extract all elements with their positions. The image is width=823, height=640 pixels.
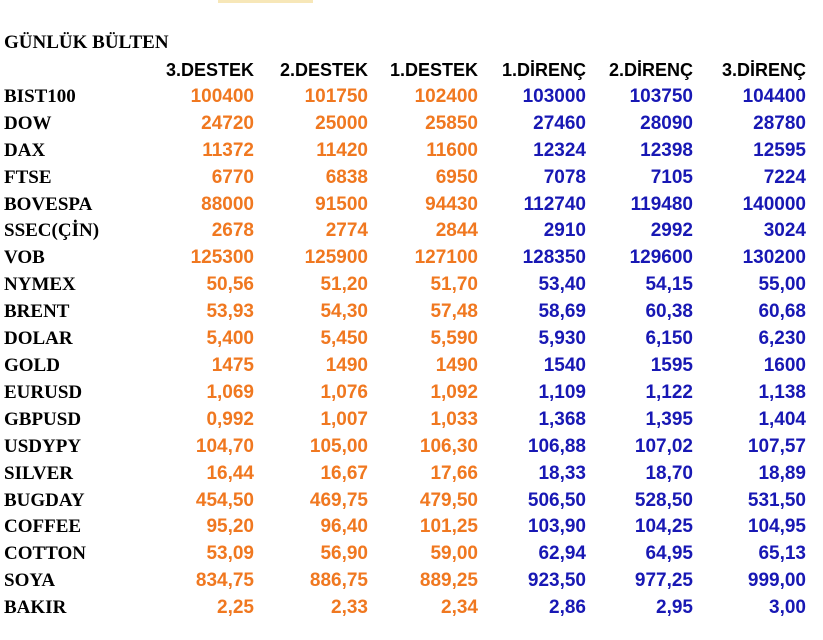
resistance-level: 107,57 bbox=[747, 435, 806, 457]
resistance-level: 103750 bbox=[629, 85, 693, 107]
support-level: 11600 bbox=[426, 139, 478, 161]
instrument-name: GBPUSD bbox=[4, 408, 82, 430]
resistance-level: 7224 bbox=[763, 166, 806, 188]
support-level: 101,25 bbox=[419, 516, 478, 538]
support-level: 1490 bbox=[325, 354, 368, 376]
table-row bbox=[0, 84, 810, 111]
instrument-name: BUGDAY bbox=[4, 489, 85, 511]
header-corner bbox=[0, 57, 146, 84]
support-level: 16,67 bbox=[320, 462, 368, 484]
support-level: 16,44 bbox=[206, 462, 254, 484]
support-level: 53,09 bbox=[206, 543, 254, 565]
instrument-name: EURUSD bbox=[4, 381, 83, 403]
table-row bbox=[0, 434, 810, 461]
instrument-name: BAKIR bbox=[4, 597, 67, 619]
resistance-level: 2,86 bbox=[549, 597, 586, 619]
resistance-level: 2,95 bbox=[656, 597, 693, 619]
table-row bbox=[0, 299, 810, 326]
support-level: 886,75 bbox=[309, 570, 368, 592]
resistance-level: 1,109 bbox=[538, 381, 586, 403]
support-level: 102400 bbox=[414, 85, 478, 107]
support-level: 5,400 bbox=[206, 328, 254, 350]
bulletin-title: GÜNLÜK BÜLTEN bbox=[4, 32, 169, 53]
resistance-level: 107,02 bbox=[634, 435, 693, 457]
instrument-name: VOB bbox=[4, 247, 45, 269]
instrument-name: GOLD bbox=[4, 354, 60, 376]
support-level: 17,66 bbox=[430, 462, 478, 484]
support-level: 51,20 bbox=[320, 274, 368, 296]
resistance-level: 12324 bbox=[533, 139, 586, 161]
top-decoration bbox=[218, 0, 313, 3]
header-support-2: 2.DESTEK bbox=[279, 60, 368, 80]
instrument-name: SSEC(ÇİN) bbox=[4, 220, 100, 242]
levels-table bbox=[0, 57, 810, 622]
resistance-level: 506,50 bbox=[527, 489, 586, 511]
resistance-level: 923,50 bbox=[527, 570, 586, 592]
resistance-level: 103000 bbox=[522, 85, 586, 107]
resistance-level: 1,404 bbox=[758, 408, 806, 430]
resistance-level: 12398 bbox=[640, 139, 693, 161]
table-row bbox=[0, 138, 810, 165]
support-level: 2,25 bbox=[217, 597, 254, 619]
support-level: 1,007 bbox=[320, 408, 368, 430]
resistance-level: 103,90 bbox=[527, 516, 586, 538]
support-level: 50,56 bbox=[206, 274, 254, 296]
resistance-level: 12595 bbox=[753, 139, 806, 161]
resistance-level: 18,33 bbox=[538, 462, 586, 484]
resistance-level: 1,395 bbox=[645, 408, 693, 430]
support-level: 56,90 bbox=[320, 543, 368, 565]
support-level: 11372 bbox=[202, 139, 254, 161]
support-level: 95,20 bbox=[206, 516, 254, 538]
support-level: 5,590 bbox=[430, 328, 478, 350]
resistance-level: 58,69 bbox=[538, 301, 586, 323]
resistance-level: 3024 bbox=[763, 220, 806, 242]
resistance-level: 104,25 bbox=[634, 516, 693, 538]
header-resistance-1: 1.DİRENÇ bbox=[501, 60, 586, 80]
table-row bbox=[0, 111, 810, 138]
resistance-level: 2910 bbox=[543, 220, 586, 242]
support-level: 57,48 bbox=[430, 301, 478, 323]
support-level: 91500 bbox=[315, 193, 368, 215]
instrument-name: BIST100 bbox=[4, 85, 76, 107]
support-level: 1,092 bbox=[430, 381, 478, 403]
support-level: 24720 bbox=[201, 112, 254, 134]
resistance-level: 18,89 bbox=[758, 462, 806, 484]
resistance-level: 130200 bbox=[742, 247, 806, 269]
table-row bbox=[0, 407, 810, 434]
support-level: 479,50 bbox=[419, 489, 478, 511]
resistance-level: 7105 bbox=[650, 166, 693, 188]
instrument-name: SOYA bbox=[4, 570, 56, 592]
table-row bbox=[0, 218, 810, 245]
header-support-3: 3.DESTEK bbox=[165, 60, 254, 80]
resistance-level: 65,13 bbox=[758, 543, 806, 565]
support-level: 125900 bbox=[304, 247, 368, 269]
support-level: 6950 bbox=[435, 166, 478, 188]
resistance-level: 119480 bbox=[630, 193, 693, 215]
resistance-level: 2992 bbox=[650, 220, 693, 242]
resistance-level: 6,150 bbox=[645, 328, 693, 350]
support-level: 6770 bbox=[211, 166, 254, 188]
table-row bbox=[0, 272, 810, 299]
resistance-level: 64,95 bbox=[645, 543, 693, 565]
support-level: 2678 bbox=[211, 220, 254, 242]
resistance-level: 140000 bbox=[742, 193, 806, 215]
resistance-level: 128350 bbox=[522, 247, 586, 269]
support-level: 105,00 bbox=[309, 435, 368, 457]
table-row bbox=[0, 595, 810, 622]
resistance-level: 5,930 bbox=[538, 328, 586, 350]
support-level: 53,93 bbox=[206, 301, 254, 323]
support-level: 0,992 bbox=[206, 408, 254, 430]
support-level: 1475 bbox=[211, 354, 254, 376]
support-level: 2844 bbox=[435, 220, 478, 242]
support-level: 101750 bbox=[304, 85, 368, 107]
support-level: 104,70 bbox=[195, 435, 254, 457]
support-level: 125300 bbox=[190, 247, 254, 269]
support-level: 1490 bbox=[435, 354, 478, 376]
instrument-name: USDYPY bbox=[4, 435, 82, 457]
resistance-level: 977,25 bbox=[634, 570, 693, 592]
resistance-level: 999,00 bbox=[747, 570, 806, 592]
resistance-level: 27460 bbox=[533, 112, 586, 134]
support-level: 834,75 bbox=[195, 570, 254, 592]
support-level: 469,75 bbox=[309, 489, 368, 511]
support-level: 25850 bbox=[425, 112, 478, 134]
resistance-level: 1,368 bbox=[538, 408, 586, 430]
header-row bbox=[0, 57, 810, 84]
header-resistance-3: 3.DİRENÇ bbox=[721, 60, 806, 80]
support-level: 25000 bbox=[315, 112, 368, 134]
support-level: 6838 bbox=[325, 166, 368, 188]
table-row bbox=[0, 380, 810, 407]
table-row bbox=[0, 568, 810, 595]
table-row bbox=[0, 245, 810, 272]
resistance-level: 1,122 bbox=[645, 381, 693, 403]
resistance-level: 6,230 bbox=[758, 328, 806, 350]
resistance-level: 1540 bbox=[543, 354, 586, 376]
support-level: 51,70 bbox=[430, 274, 478, 296]
support-level: 106,30 bbox=[419, 435, 478, 457]
resistance-level: 106,88 bbox=[527, 435, 586, 457]
support-level: 2,33 bbox=[331, 597, 368, 619]
support-level: 94430 bbox=[425, 193, 478, 215]
resistance-level: 60,38 bbox=[645, 301, 693, 323]
support-level: 96,40 bbox=[320, 516, 368, 538]
resistance-level: 62,94 bbox=[538, 543, 586, 565]
support-level: 2774 bbox=[325, 220, 368, 242]
resistance-level: 53,40 bbox=[538, 274, 586, 296]
instrument-name: DOLAR bbox=[4, 328, 73, 350]
resistance-level: 18,70 bbox=[645, 462, 693, 484]
table-row bbox=[0, 192, 810, 219]
instrument-name: DAX bbox=[4, 139, 46, 161]
support-level: 1,069 bbox=[206, 381, 254, 403]
header-support-1: 1.DESTEK bbox=[389, 60, 478, 80]
support-level: 1,076 bbox=[320, 381, 368, 403]
support-level: 2,34 bbox=[441, 597, 478, 619]
table-row bbox=[0, 165, 810, 192]
table-row bbox=[0, 353, 810, 380]
table-row bbox=[0, 326, 810, 353]
instrument-name: COFFEE bbox=[4, 516, 82, 538]
resistance-level: 528,50 bbox=[634, 489, 693, 511]
header-resistance-2: 2.DİRENÇ bbox=[608, 60, 693, 80]
instrument-name: BOVESPA bbox=[4, 193, 93, 215]
instrument-name: SILVER bbox=[4, 462, 74, 484]
instrument-name: COTTON bbox=[4, 543, 87, 565]
table-row bbox=[0, 541, 810, 568]
table-row bbox=[0, 488, 810, 515]
resistance-level: 1600 bbox=[763, 354, 806, 376]
resistance-level: 112740 bbox=[523, 193, 586, 215]
resistance-level: 60,68 bbox=[758, 301, 806, 323]
resistance-level: 129600 bbox=[629, 247, 693, 269]
resistance-level: 28090 bbox=[640, 112, 693, 134]
support-level: 59,00 bbox=[430, 543, 478, 565]
support-level: 11420 bbox=[316, 139, 368, 161]
support-level: 127100 bbox=[414, 247, 478, 269]
support-level: 54,30 bbox=[320, 301, 368, 323]
resistance-level: 28780 bbox=[753, 112, 806, 134]
support-level: 454,50 bbox=[195, 489, 254, 511]
resistance-level: 3,00 bbox=[769, 597, 806, 619]
table-row bbox=[0, 514, 810, 541]
resistance-level: 7078 bbox=[543, 166, 586, 188]
instrument-name: DOW bbox=[4, 112, 52, 134]
instrument-name: FTSE bbox=[4, 166, 52, 188]
support-level: 100400 bbox=[190, 85, 254, 107]
resistance-level: 104,95 bbox=[747, 516, 806, 538]
support-level: 5,450 bbox=[320, 328, 368, 350]
support-level: 1,033 bbox=[430, 408, 478, 430]
resistance-level: 531,50 bbox=[747, 489, 806, 511]
resistance-level: 1,138 bbox=[758, 381, 806, 403]
instrument-name: BRENT bbox=[4, 301, 70, 323]
support-level: 88000 bbox=[201, 193, 254, 215]
resistance-level: 104400 bbox=[742, 85, 806, 107]
table-row bbox=[0, 461, 810, 488]
resistance-level: 55,00 bbox=[758, 274, 806, 296]
support-level: 889,25 bbox=[419, 570, 478, 592]
instrument-name: NYMEX bbox=[4, 274, 76, 296]
resistance-level: 1595 bbox=[650, 354, 693, 376]
resistance-level: 54,15 bbox=[645, 274, 693, 296]
